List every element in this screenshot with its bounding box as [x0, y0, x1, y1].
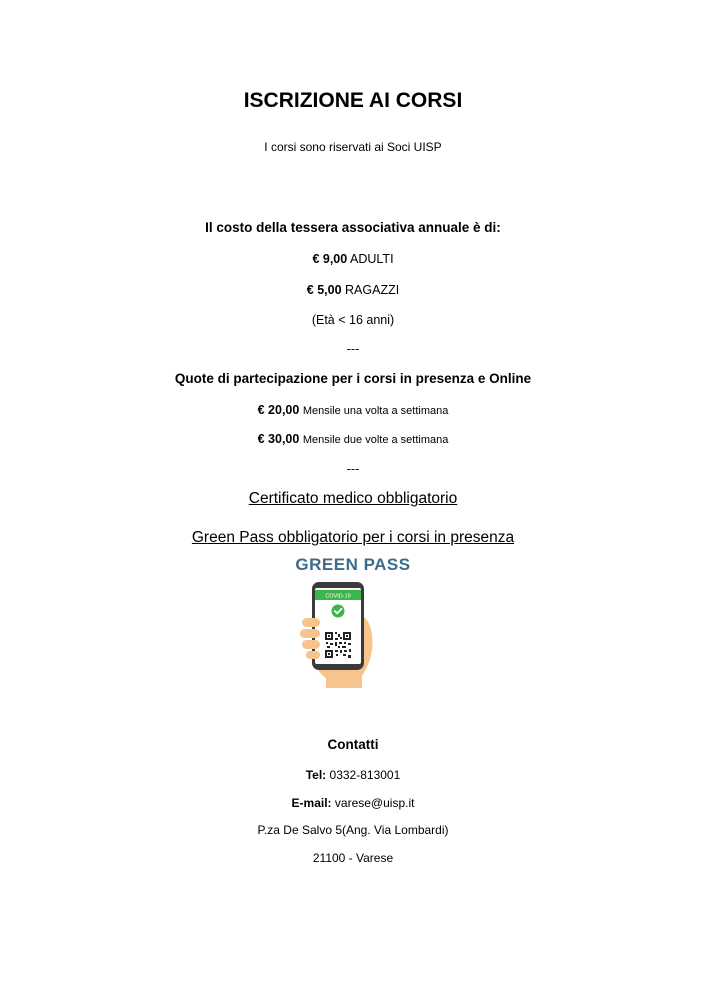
youth-price-line [0, 284, 706, 297]
fee-1-price: € 20,00 [257, 403, 300, 417]
fee-1-label: Mensile una volta a settimana [302, 405, 449, 417]
fees-heading: Quote di partecipazione per i corsi in presenza e Online [174, 371, 532, 386]
email-value: varese@uisp.it [334, 796, 415, 810]
fee-item-1 [0, 404, 706, 417]
green-pass-requirement: Green Pass obbligatorio per i corsi in presenza [191, 529, 515, 546]
contact-city: 21100 - Varese [312, 851, 394, 865]
fee-item-2 [0, 433, 706, 446]
subtitle: I corsi sono riservati ai Soci UISP [264, 140, 442, 154]
contacts-heading: Contatti [327, 737, 379, 752]
phone-label: Tel: [305, 768, 327, 782]
membership-heading: Il costo della tessera associativa annuale è di: [205, 220, 501, 235]
adults-label: ADULTI [350, 252, 394, 266]
age-note: (Età < 16 anni) [311, 313, 395, 327]
fee-2-label: Mensile due volte a settimana [302, 434, 449, 446]
separator-2: --- [346, 462, 360, 476]
youth-price: € 5,00 [306, 283, 342, 297]
separator-1: --- [346, 342, 360, 356]
check-badge-icon [332, 605, 345, 618]
contact-phone [0, 769, 706, 781]
fee-2-price: € 30,00 [257, 432, 300, 446]
page-title: ISCRIZIONE AI CORSI [243, 89, 463, 112]
youth-label: RAGAZZI [345, 283, 400, 297]
covid-screen-label: COVID-19 [325, 593, 351, 600]
email-label: E-mail: [291, 796, 332, 810]
adults-price: € 9,00 [312, 252, 348, 266]
contact-address: P.za De Salvo 5(Ang. Via Lombardi) [257, 823, 449, 837]
hand-phone-icon [296, 580, 376, 688]
adults-price-line [0, 253, 706, 266]
medical-certificate-requirement: Certificato medico obbligatorio [248, 490, 458, 507]
contact-email [0, 797, 706, 809]
qr-code-icon [325, 632, 351, 658]
phone-value: 0332-813001 [329, 768, 401, 782]
green-pass-title: GREEN PASS [295, 555, 411, 574]
green-pass-illustration [296, 580, 376, 688]
